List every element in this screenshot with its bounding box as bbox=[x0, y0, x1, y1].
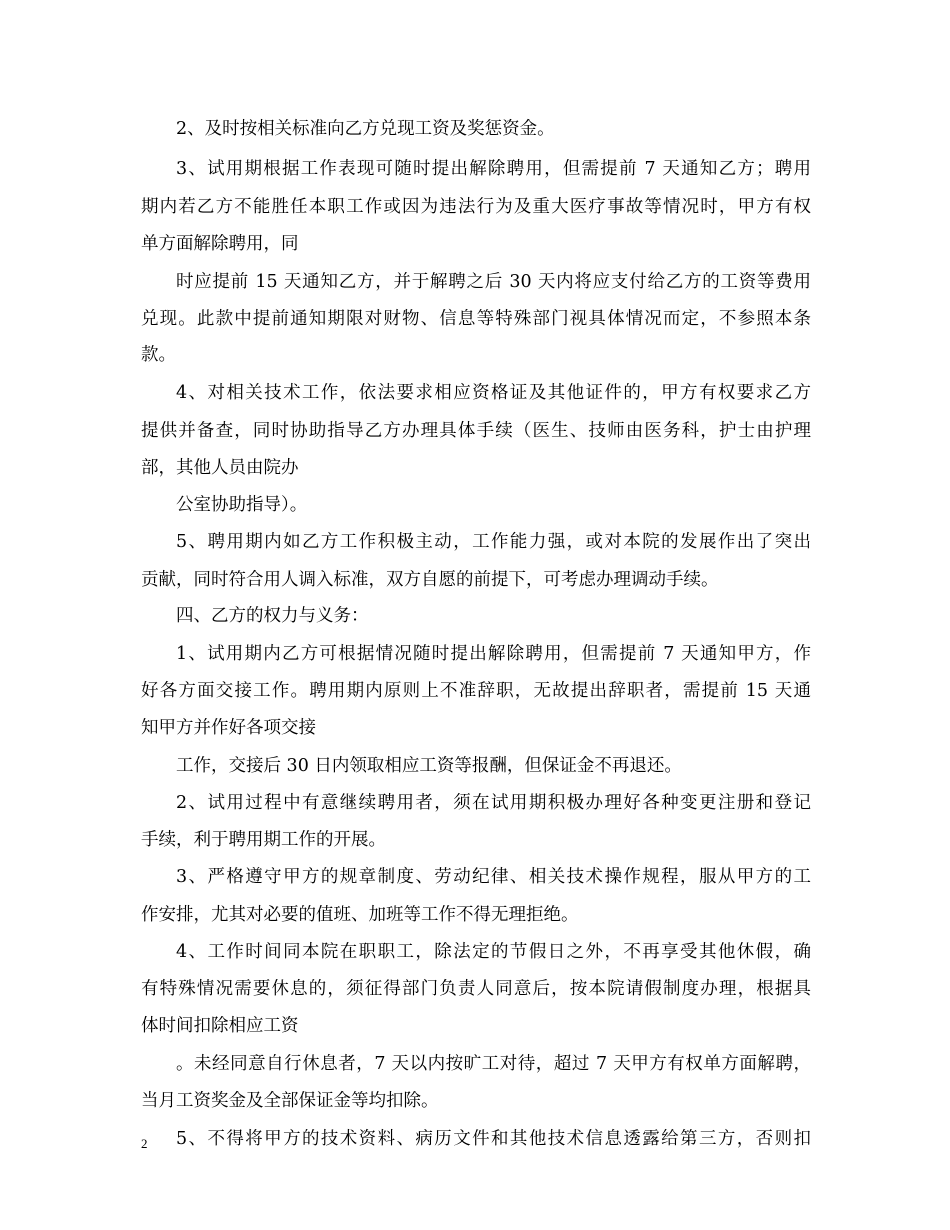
text-line: 1、试用期内乙方可根据情况随时提出解除聘用，但需提前 7 天通知甲方，作 bbox=[176, 644, 811, 664]
text-line: 。未经同意自行休息者，7 天以内按旷工对待，超过 7 天甲方有权单方面解聘， bbox=[176, 1054, 811, 1074]
text-line: 时应提前 15 天通知乙方，并于解聘之后 30 天内将应支付给乙方的工资等费用 bbox=[176, 272, 811, 292]
text-line: 期内若乙方不能胜任本职工作或因为违法行为及重大医疗事故等情况时，甲方有权 bbox=[141, 197, 811, 217]
page-number: 2 bbox=[141, 1136, 148, 1151]
text-line: 5、不得将甲方的技术资料、病历文件和其他技术信息透露给第三方，否则扣 bbox=[176, 1129, 811, 1149]
text-line: 作安排，尤其对必要的值班、加班等工作不得无理拒绝。 bbox=[141, 905, 579, 925]
text-line: 当月工资奖金及全部保证金等均扣除。 bbox=[141, 1091, 439, 1111]
section-heading: 四、乙方的权力与义务： bbox=[176, 606, 369, 626]
text-line: 4、工作时间同本院在职职工，除法定的节假日之外，不再享受其他休假，确 bbox=[176, 942, 811, 962]
text-line: 3、严格遵守甲方的规章制度、劳动纪律、相关技术操作规程，服从甲方的工 bbox=[176, 867, 811, 887]
text-line: 部，其他人员由院办 bbox=[141, 458, 299, 478]
text-line: 体时间扣除相应工资 bbox=[141, 1016, 299, 1036]
text-line: 款。 bbox=[141, 345, 176, 365]
text-line: 贡献，同时符合用人调入标准，双方自愿的前提下，可考虑办理调动手续。 bbox=[141, 570, 719, 590]
text-line: 好各方面交接工作。聘用期内原则上不准辞职，无故提出辞职者，需提前 15 天通 bbox=[141, 681, 811, 701]
text-line: 5、聘用期内如乙方工作积极主动，工作能力强，或对本院的发展作出了突出 bbox=[176, 532, 811, 552]
text-line: 公室协助指导）。 bbox=[176, 495, 308, 515]
text-line: 单方面解除聘用，同 bbox=[141, 234, 299, 254]
text-line: 2、及时按相关标准向乙方兑现工资及奖惩资金。 bbox=[176, 119, 555, 139]
text-line: 兑现。此款中提前通知期限对财物、信息等特殊部门视具体情况而定，不参照本条 bbox=[141, 309, 811, 329]
text-line: 3、试用期根据工作表现可随时提出解除聘用，但需提前 7 天通知乙方；聘用 bbox=[176, 159, 811, 179]
text-line: 知甲方并作好各项交接 bbox=[141, 718, 316, 738]
text-line: 手续，利于聘用期工作的开展。 bbox=[141, 830, 386, 850]
text-line: 工作，交接后 30 日内领取相应工资等报酬，但保证金不再退还。 bbox=[176, 756, 682, 776]
text-line: 2、试用过程中有意继续聘用者，须在试用期积极办理好各种变更注册和登记 bbox=[176, 793, 811, 813]
text-line: 4、对相关技术工作，依法要求相应资格证及其他证件的，甲方有权要求乙方 bbox=[176, 383, 811, 403]
text-line: 提供并备查，同时协助指导乙方办理具体手续（医生、技师由医务科，护士由护理 bbox=[141, 421, 811, 441]
text-line: 有特殊情况需要休息的，须征得部门负责人同意后，按本院请假制度办理，根据具 bbox=[141, 979, 811, 999]
